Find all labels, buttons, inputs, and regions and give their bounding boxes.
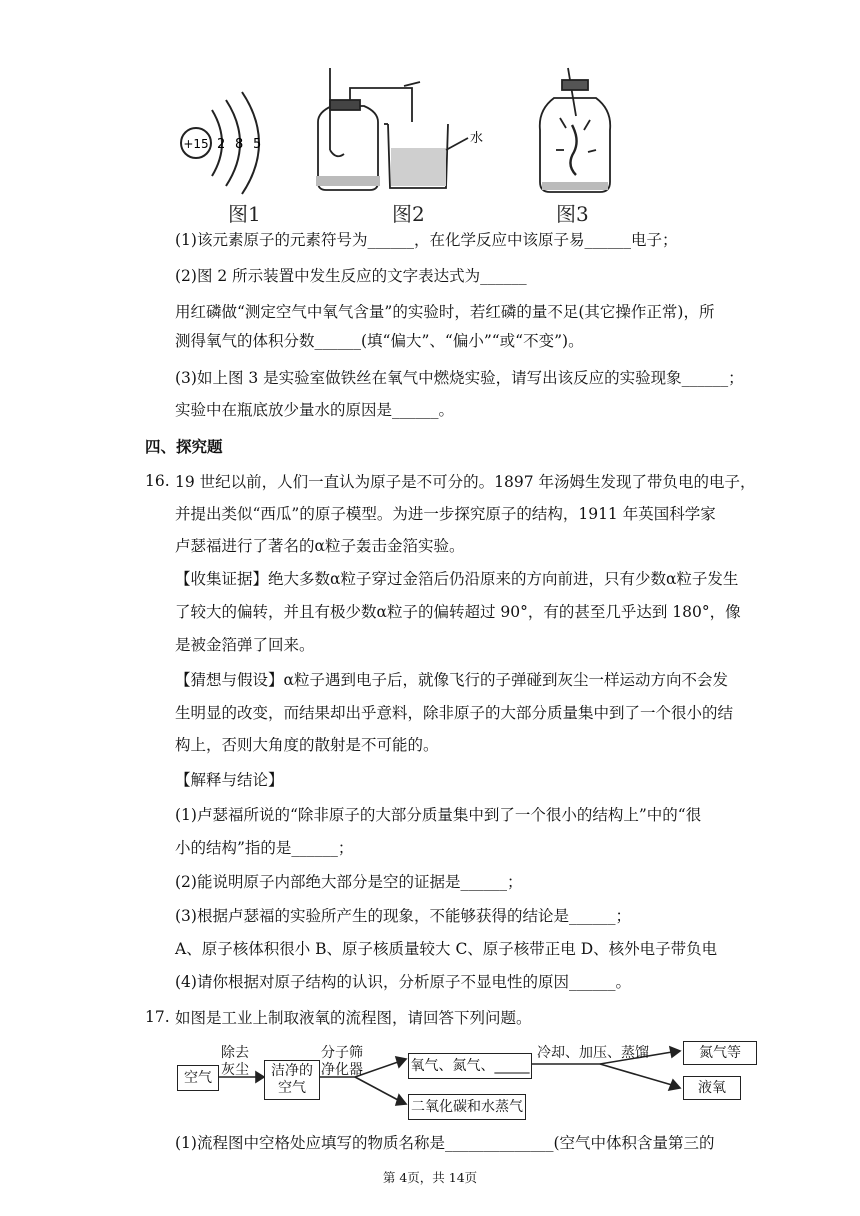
section-heading: 四、探究题 [145,437,223,456]
q16-line-12: 小的结构”指的是______； [175,839,354,857]
arrow-2-up-head [396,1057,406,1067]
shell-3-count: 5 [253,137,262,152]
flow-box-clean-air [264,1060,320,1100]
jar-bottom-water [542,182,608,190]
q15-part1: (1)该元素原子的元素符号为______，在化学反应中该原子易______电子； [175,231,678,249]
figure-row [0,0,860,225]
shell-2-count: 8 [235,137,244,152]
flow-box-air: 空气 [177,1065,219,1091]
q17-line-1: 如图是工业上制取液氧的流程图，请回答下列问题。 [175,1009,532,1027]
q16-line-7: 【猜想与假设】α粒子遇到电子后，就像飞行的子弹碰到灰尘一样运动方向不会发 [175,671,728,689]
spark-1 [560,118,566,128]
figure-2-caption: 图2 [392,202,425,226]
clean-air-label-a: 洁净的 [271,1063,313,1079]
q16-number: 16. [145,472,170,490]
flow-box-gases: 氧气、氮气、_____ [408,1053,532,1079]
figures-svg [0,0,860,225]
q16-line-5: 了较大的偏转，并且有极少数α粒子的偏转超过 90°，有的甚至几乎达到 180°，像 [175,603,741,621]
shell-1-count: 2 [217,137,226,152]
q16-line-16: (4)请你根据对原子结构的认识，分析原子不显电性的原因______。 [175,973,631,991]
q15-part3-a: (3)如上图 3 是实验室做铁丝在氧气中燃烧实验，请写出该反应的实验现象______； [175,369,744,387]
q15-part3-b: 实验中在瓶底放少量水的原因是______。 [175,401,455,419]
flask-stopper [330,100,360,110]
spark-2 [584,120,590,130]
q16-line-15: A、原子核体积很小 B、原子核质量较大 C、原子核带正电 D、核外电子带负电 [175,940,718,958]
flow-step2-label-a: 分子筛 [321,1045,363,1061]
water-label: 水 [470,131,484,146]
q16-line-2: 并提出类似“西瓜”的原子模型。为进一步探究原子的结构，1911 年英国科学家 [175,505,716,523]
flow-box-nitrogen: 氮气等 [683,1041,757,1065]
q16-line-9: 构上，否则大角度的散射是不可能的。 [175,736,439,754]
clean-air-label-b: 空气 [278,1080,306,1096]
arrow-2-down [355,1077,398,1100]
iron-combustion-figure [540,68,610,192]
water-pointer [446,138,468,150]
q16-line-1: 19 世纪以前，人们一直认为原子是不可分的。1897 年汤姆生发现了带负电的电子， [175,473,756,491]
q16-line-4: 【收集证据】绝大多数α粒子穿过金箔后仍沿原来的方向前进，只有少数α粒子发生 [175,570,739,588]
flow-step2-label-b: 净化器 [321,1062,363,1078]
q16-line-11: (1)卢瑟福所说的“除非原子的大部分质量集中到了一个很小的结构上”中的“很 [175,806,702,824]
q15-part2-text-b: 测得氧气的体积分数______(填“偏大”、“偏小”“或“不变”)。 [175,332,584,350]
q16-line-10: 【解释与结论】 [175,771,284,789]
q17-number: 17. [145,1008,170,1026]
arrow-2-down-head [396,1095,406,1105]
q15-part2: (2)图 2 所示装置中发生反应的文字表达式为______ [175,267,527,285]
flow-box-co2-water: 二氧化碳和水蒸气 [408,1094,526,1120]
jar-lid [562,80,588,90]
figure-1-caption: 图1 [228,202,261,226]
iron-wire [570,125,576,175]
spark-4 [588,150,596,152]
clamp [404,82,420,86]
q17-part1: (1)流程图中空格处应填写的物质名称是______________(空气中体积含量第三的 [175,1134,715,1152]
q15-part2-text-a: 用红磷做“测定空气中氧气含量”的实验时，若红磷的量不足(其它操作正常)，所 [175,303,715,321]
q16-line-8: 生明显的改变，而结果却出乎意料，除非原子的大部分质量集中到了一个很小的结 [175,704,734,722]
q16-line-14: (3)根据卢瑟福的实验所产生的现象，不能够获得的结论是______； [175,907,631,925]
iron-wire-holder [568,68,576,116]
q16-line-13: (2)能说明原子内部绝大部分是空的证据是______； [175,873,523,891]
atom-structure-figure [181,92,261,194]
arrow-1-head [256,1072,264,1082]
flow-step3-label: 冷却、加压、蒸馏 [537,1045,649,1061]
arrow-3-down-head [669,1080,680,1090]
flow-box-liquid-oxygen: 液氧 [683,1076,741,1100]
apparatus-figure [316,68,468,190]
nucleus-charge: +15 [183,137,209,151]
beaker-water [391,148,446,186]
q16-line-6: 是被金箔弹了回来。 [175,636,315,654]
flow-step1-label-b: 灰尘 [221,1062,249,1078]
flow-step1-label-a: 除去 [221,1045,249,1061]
page-footer: 第 4页，共 14页 [382,1170,478,1185]
figure-3-caption: 图3 [556,202,589,226]
q16-line-3: 卢瑟福进行了著名的α粒子轰击金箔实验。 [175,537,465,555]
arrow-3-down [600,1064,672,1085]
flask-bottom-fill [316,176,380,186]
arrow-3-up-head [670,1047,680,1057]
combustion-spoon [330,150,344,156]
